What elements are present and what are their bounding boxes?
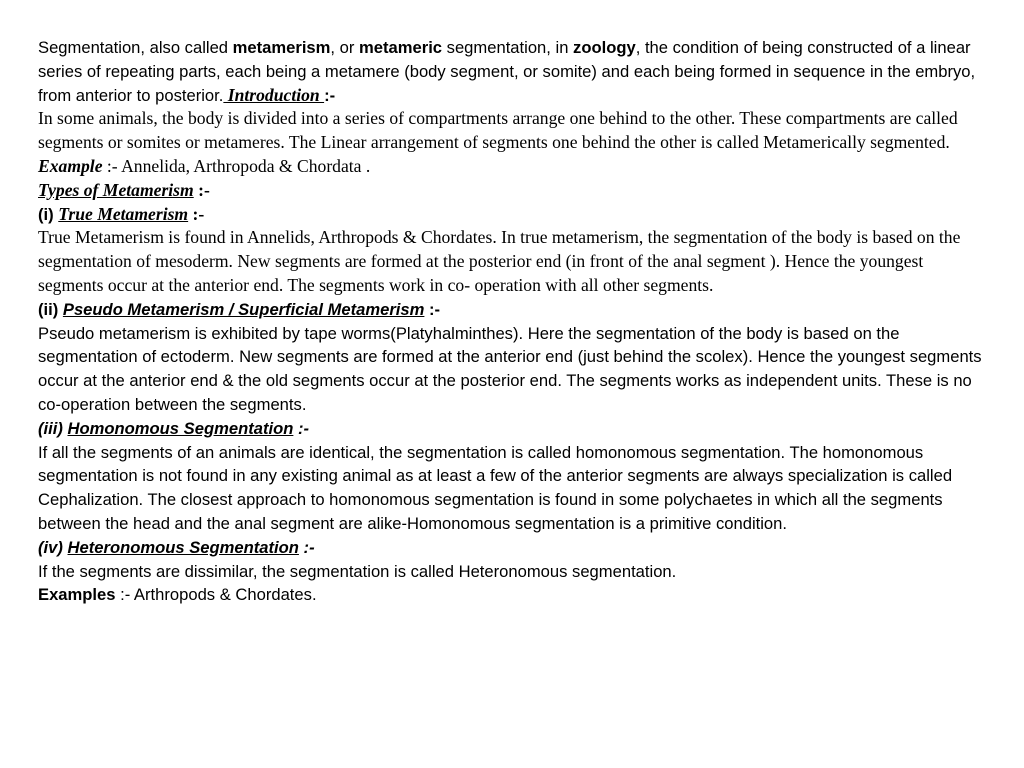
- pseudo-metamerism-heading: Pseudo Metamerism / Superficial Metamerism: [62, 299, 425, 319]
- homonomous-heading: Homonomous Segmentation: [67, 418, 294, 438]
- pseudo-metamerism-number: (ii): [38, 299, 63, 319]
- examples-line: [38, 583, 988, 607]
- heteronomous-heading: Heteronomous Segmentation: [67, 537, 299, 557]
- heteronomous-colon: :-: [298, 537, 315, 557]
- homonomous-body: If all the segments of an animals are identical, the segmentation is called homonomous segmentation. The homonomous segmentation is not found in any existing animal as at least a few of the anterior segments are always specialization is called Cephalization. The closest approach to homonomous segmentation is found in some polychaetes in which all the segments between the head and the anal segment are alike-Homonomous segmentation is a primitive condition.: [38, 442, 953, 533]
- types-heading-line: [38, 179, 988, 203]
- true-metamerism-heading: True Metamerism: [58, 203, 189, 224]
- example-label: Example: [38, 155, 103, 176]
- introduction-heading: Introduction: [223, 84, 325, 105]
- intro-paragraph: [38, 36, 988, 107]
- types-heading: Types of Metamerism: [38, 179, 194, 200]
- intro-body: In some animals, the body is divided into a series of compartments arrange one behind to the other. These compartments are called segments or somites or metameres. The Linear arrangement of segments one behind the other is called Metamerically segmented.: [38, 108, 958, 153]
- heteronomous-body: If the segments are dissimilar, the segmentation is called Heteronomous segmentation.: [38, 561, 677, 581]
- examples-label: Examples: [38, 585, 116, 605]
- term-metamerism: metamerism: [232, 38, 331, 57]
- heteronomous-number: (iv): [38, 537, 68, 557]
- document-page: [38, 36, 988, 607]
- true-metamerism-colon: :-: [188, 203, 205, 224]
- homonomous-number: (iii): [38, 418, 68, 438]
- intro-text-2: , or: [330, 38, 360, 57]
- true-metamerism-number: (i): [38, 204, 59, 224]
- homonomous-heading-line: [38, 417, 988, 441]
- term-zoology: zoology: [573, 38, 636, 57]
- example-line: [38, 155, 988, 179]
- examples-text: :- Arthropods & Chordates.: [115, 585, 317, 605]
- types-colon: :-: [193, 179, 210, 200]
- example-text: :- Annelida, Arthropoda & Chordata .: [102, 155, 371, 176]
- intro-text-1: Segmentation, also called: [38, 38, 233, 57]
- homonomous-colon: :-: [293, 418, 310, 438]
- intro-text-3: segmentation, in: [442, 38, 574, 57]
- pseudo-metamerism-heading-line: [38, 298, 988, 322]
- intro-text-4: , the condition of being constructed of a linear series of repeating parts, each being a metamere (body segment, or somite) and each being formed in sequence in the embryo, from anterior to posterior.: [38, 38, 976, 105]
- introduction-colon: :-: [324, 85, 336, 105]
- pseudo-metamerism-body: Pseudo metamerism is exhibited by tape worms(Platyhalminthes). Here the segmentation of the body is based on the segmentation of ectoderm. New segments are formed at the anterior end (just behind the scolex). Hence the youngest segments occur at the anterior end & the old segments occur at the posterior end. The segments works as independent units. These is no co-operation between the segments.: [38, 323, 982, 414]
- true-metamerism-body: True Metamerism is found in Annelids, Arthropods & Chordates. In true metamerism, the segmentation of the body is based on the segmentation of mesoderm. New segments are formed at the posterior end (in front of the anal segment ). Hence the youngest segments occur at the anterior end. The segments work in co- operation with all other segments.: [38, 227, 961, 295]
- pseudo-metamerism-colon: :-: [424, 299, 441, 319]
- term-metameric: metameric: [359, 38, 443, 57]
- heteronomous-heading-line: [38, 536, 988, 560]
- true-metamerism-heading-line: [38, 203, 988, 227]
